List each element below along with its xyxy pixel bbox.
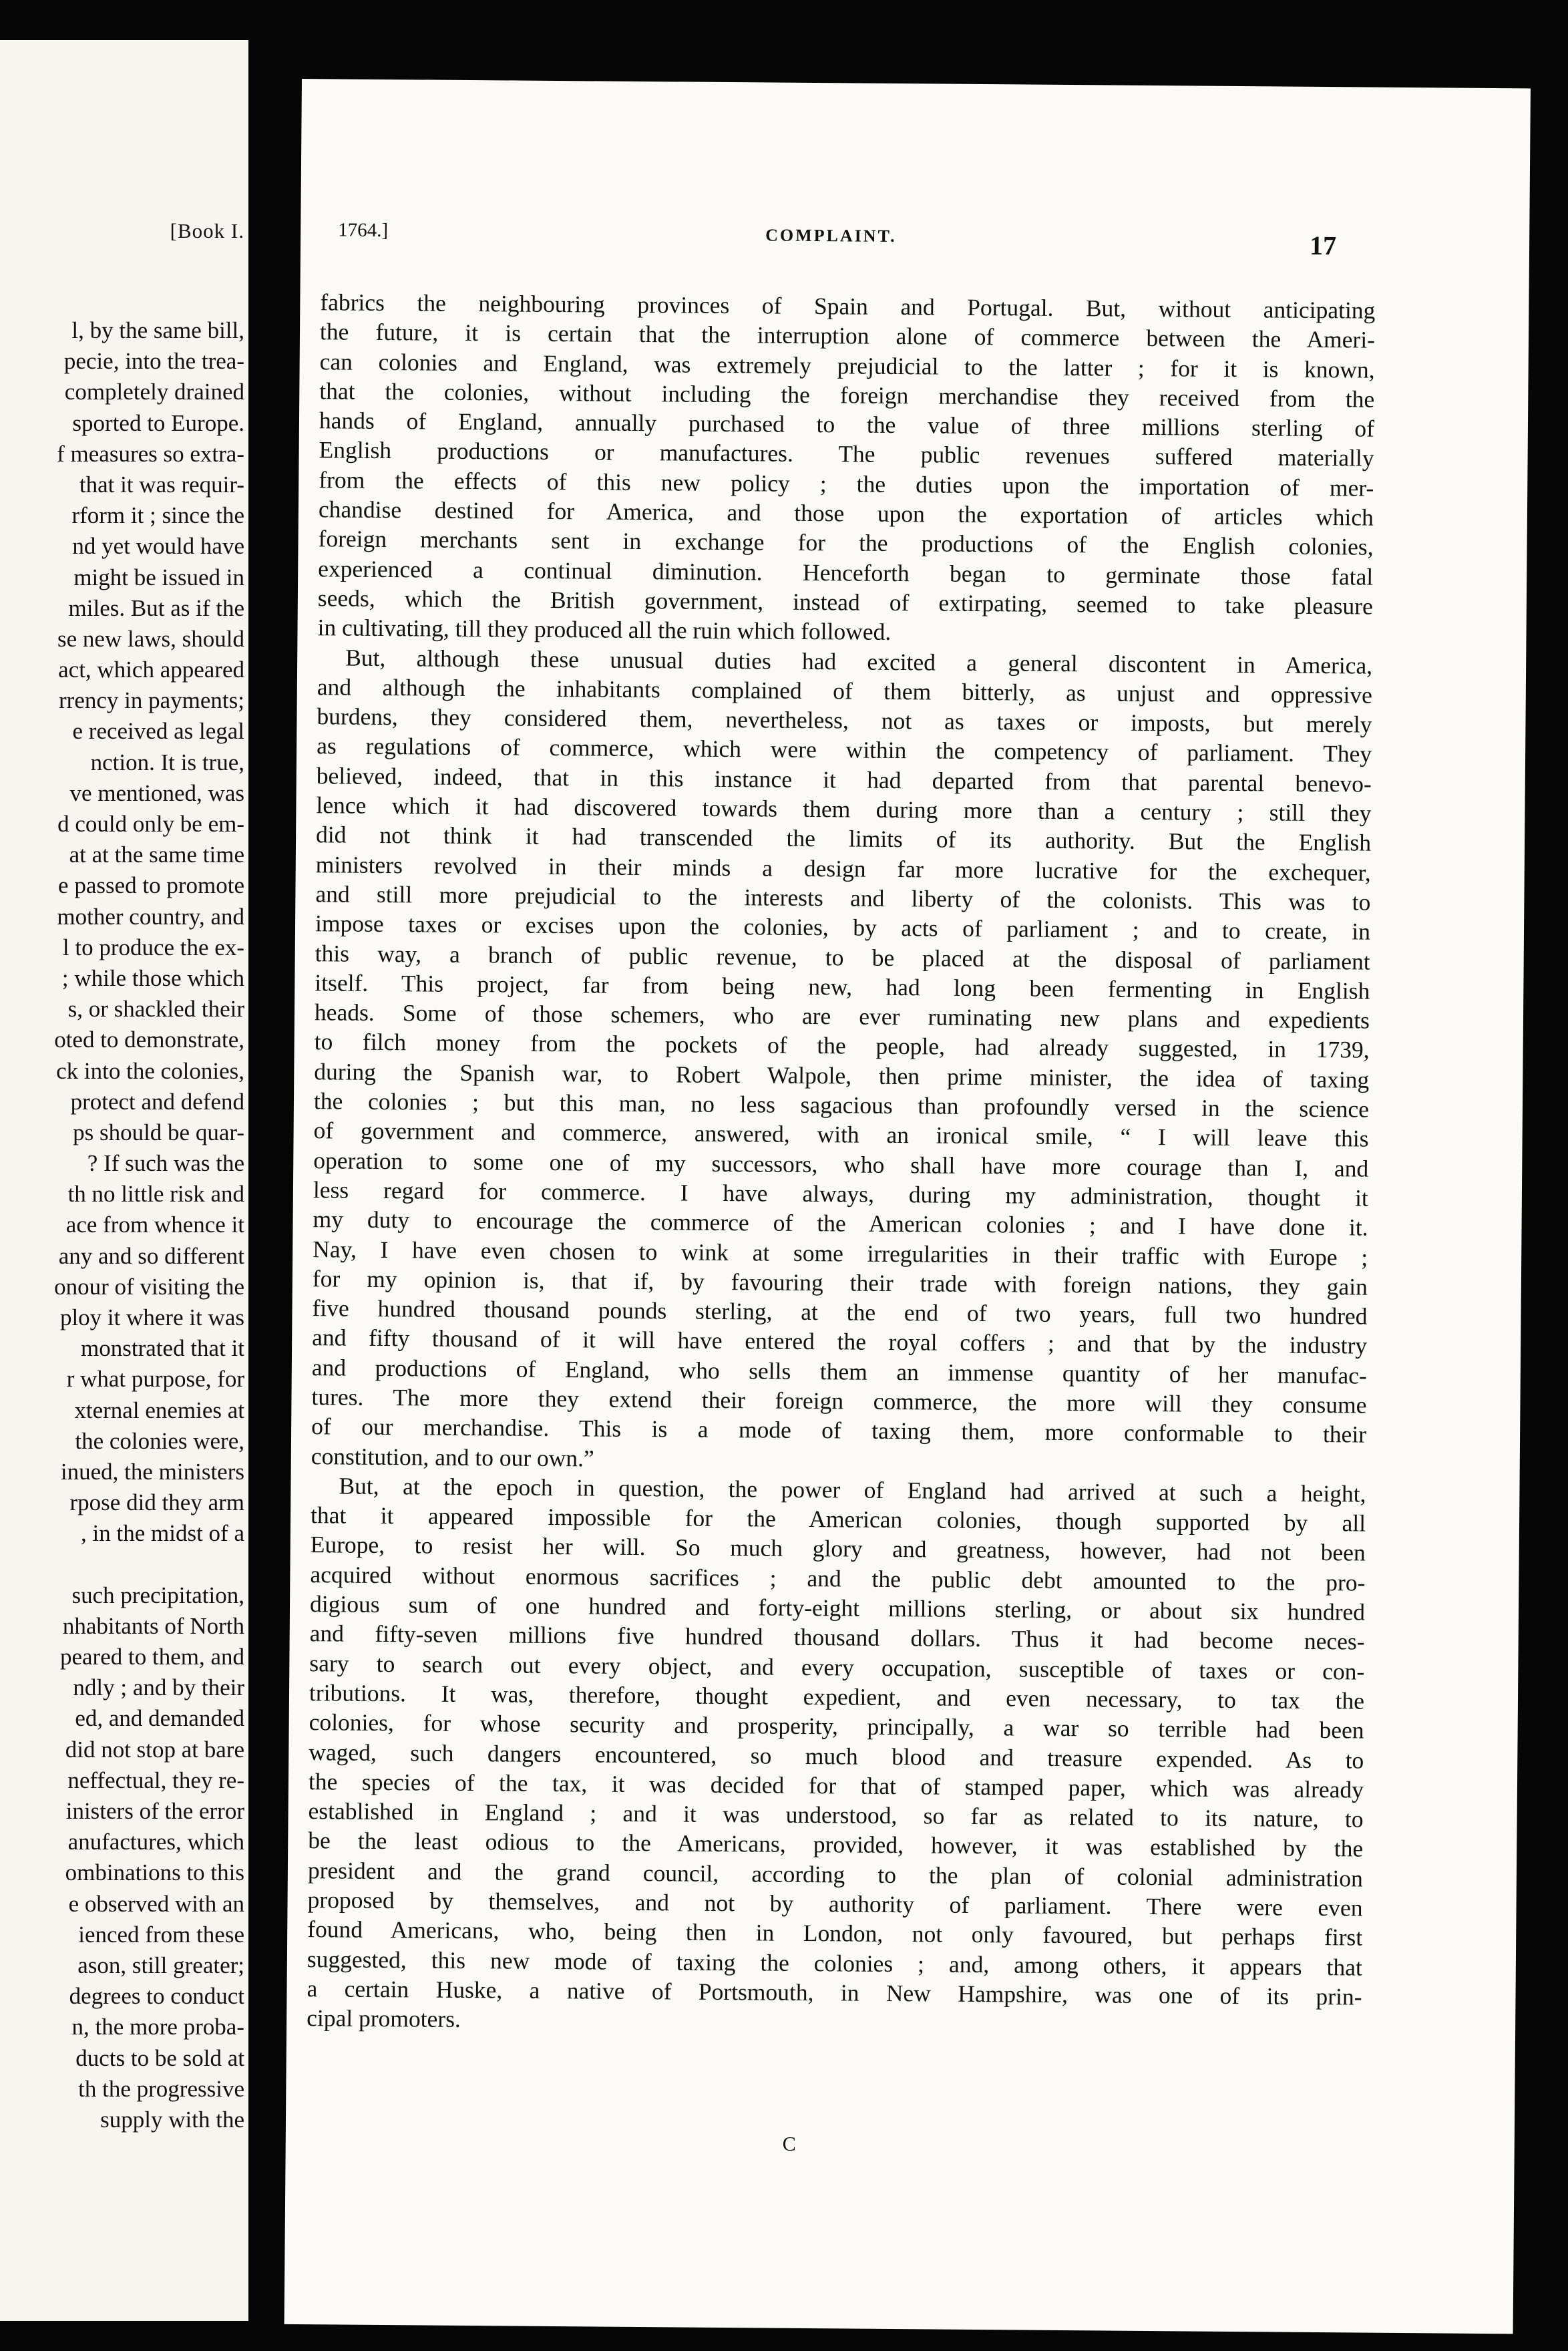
facing-page-blank-line: [0, 1550, 244, 1580]
text-line: in cultivating, till they produced all the ruin which followed.: [317, 614, 892, 646]
facing-page-line: pecie, into the trea-: [63, 348, 244, 375]
facing-page-line: inisters of the error: [65, 1798, 244, 1824]
text-line: that the colonies, without including the foreign merchandise they received from the: [319, 377, 1375, 413]
text-line: believed, indeed, that in this instance it had departed from that parental benevo-: [316, 761, 1372, 797]
facing-page-line: r what purpose, for: [66, 1366, 244, 1393]
facing-page-line: l to produce the ex-: [62, 934, 244, 960]
text-line: burdens, they considered them, nevertheless, not as taxes or imposts, but merely: [317, 703, 1372, 738]
facing-page-line: at at the same time: [69, 842, 244, 868]
text-line: Nay, I have even chosen to wink at some irregularities in their traffic with Europe ;: [313, 1235, 1368, 1271]
text-line: and fifty thousand of it will have entered the royal coffers ; and that by the industry: [312, 1324, 1368, 1359]
facing-page-line: rrency in payments;: [59, 687, 244, 714]
facing-page-line: such precipitation,: [71, 1582, 244, 1608]
text-line: hands of England, annually purchased to the value of three millions sterling of: [319, 407, 1375, 442]
text-line: president and the grand council, according to the plan of colonial administration: [307, 1856, 1364, 1892]
text-line: waged, such dangers encountered, so much blood and treasure expended. As to: [309, 1738, 1364, 1774]
running-head: [318, 219, 1343, 260]
text-line: that it appeared impossible for the American colonies, though supported by all: [310, 1501, 1366, 1537]
facing-page-line: s, or shackled their: [67, 996, 244, 1023]
facing-page-line: anufactures, which: [67, 1829, 244, 1855]
text-line: and still more prejudicial to the interests and liberty of the colonists. This was to: [315, 880, 1371, 916]
facing-page-line: ; while those which: [61, 964, 244, 991]
facing-page-line: peared to them, and: [59, 1644, 244, 1670]
facing-page-line: , in the midst of a: [81, 1520, 244, 1547]
text-line: my duty to encourage the commerce of the American colonies ; and I have done it.: [313, 1206, 1368, 1241]
facing-page-line: ducts to be sold at: [75, 2044, 244, 2071]
facing-page-running-head: [Book I.: [170, 219, 244, 242]
text-line: and productions of England, who sells them an immense quantity of her manufac-: [311, 1353, 1367, 1389]
text-line: acquired without enormous sacrifices ; and the public debt amounted to the pro-: [310, 1560, 1366, 1596]
facing-page-line: ? If such was the: [87, 1150, 244, 1177]
running-head-year: 1764.]: [338, 219, 389, 242]
facing-page-line: ombinations to this: [65, 1859, 244, 1886]
facing-page-line: mother country, and: [57, 903, 244, 930]
facing-page-line: rform it ; since the: [71, 502, 244, 529]
facing-page-line: se new laws, should: [57, 625, 244, 652]
facing-page-line: sported to Europe.: [72, 409, 244, 436]
book-page: [284, 79, 1531, 2334]
facing-page-line: ace from whence it: [65, 1212, 244, 1238]
facing-page-line: rpose did they arm: [69, 1489, 244, 1516]
text-line: tributions. It was, therefore, thought expedient, and even necessary, to tax the: [309, 1679, 1365, 1714]
text-line: ministers revolved in their minds a design far more lucrative for the exchequer,: [315, 850, 1371, 886]
text-line: But, at the epoch in question, the power of England had arrived at such a height,: [339, 1472, 1366, 1507]
facing-page-line: protect and defend: [70, 1088, 244, 1115]
facing-page: [0, 40, 248, 2321]
text-line: digious sum of one hundred and forty-eight millions sterling, or about six hundred: [309, 1590, 1366, 1626]
text-line: colonies, for whose security and prosperity, principally, a war so terrible had been: [309, 1708, 1364, 1744]
text-line: English productions or manufactures. The public revenues suffered materially: [319, 436, 1374, 472]
text-line: the colonies ; but this man, no less sagacious than profoundly versed in the science: [313, 1087, 1370, 1123]
text-line: impose taxes or excises upon the colonies, by acts of parliament ; and to create, in: [315, 910, 1371, 945]
facing-page-line: nction. It is true,: [90, 749, 244, 775]
text-line: itself. This project, far from being new, had long been fermenting in English: [315, 969, 1370, 1005]
facing-page-line: d could only be em-: [57, 811, 244, 837]
text-line: from the effects of this new policy ; the duties upon the importation of mer-: [319, 466, 1374, 502]
facing-page-line: might be issued in: [73, 564, 244, 590]
facing-page-line: th the progressive: [78, 2075, 244, 2102]
text-line: experienced a continual diminution. Henceforth began to germinate those fatal: [318, 554, 1374, 590]
text-line: five hundred thousand pounds sterling, at the end of two years, full two hundred: [312, 1294, 1368, 1330]
text-line: operation to some one of my successors, who shall have more courage than I, and: [313, 1146, 1369, 1182]
facing-page-line: ploy it where it was: [59, 1304, 244, 1330]
text-line: and fifty-seven millions five hundred thousand dollars. Thus it had become neces-: [309, 1620, 1365, 1655]
text-line: chandise destined for America, and those upon the exportation of articles which: [318, 496, 1374, 531]
text-line: constitution, and to our own.”: [311, 1442, 594, 1472]
facing-page-line: did not stop at bare: [65, 1736, 244, 1763]
text-line: less regard for commerce. I have always, during my administration, thought it: [313, 1176, 1369, 1212]
facing-page-line: e observed with an: [68, 1890, 244, 1917]
text-line: proposed by themselves, and not by authority of parliament. There were even: [307, 1886, 1363, 1922]
text-line: the future, it is certain that the interruption alone of commerce between the Ameri-: [319, 318, 1376, 353]
facing-page-line: ed, and demanded: [75, 1705, 244, 1732]
facing-page-line: miles. But as if the: [68, 594, 244, 621]
facing-page-line: onour of visiting the: [54, 1273, 244, 1300]
text-line: did not think it had transcended the limits of its authority. But the English: [315, 821, 1372, 856]
facing-page-line: ve mentioned, was: [69, 779, 244, 806]
text-line: foreign merchants sent in exchange for the productions of the English colonies,: [318, 525, 1374, 560]
text-line: seeds, which the British government, instead of extirpating, seemed to take pleasure: [317, 584, 1374, 620]
facing-page-line: that it was requir-: [79, 471, 244, 498]
text-line: for my opinion is, that if, by favouring their trade with foreign nations, they gain: [312, 1264, 1368, 1300]
text-line: of government and commerce, answered, with an ironical smile, “ I will leave this: [313, 1117, 1369, 1152]
text-line: the species of the tax, it was decided for that of stamped paper, which was already: [308, 1768, 1364, 1803]
signature-mark: C: [782, 2133, 796, 2155]
facing-page-line: monstrated that it: [81, 1335, 244, 1362]
facing-page-line: oted to demonstrate,: [54, 1027, 244, 1053]
page-number: 17: [1309, 230, 1337, 261]
facing-page-line: supply with the: [100, 2106, 244, 2133]
text-line: of our merchandise. This is a mode of taxing them, more conformable to their: [311, 1413, 1367, 1448]
facing-page-text: [0, 315, 244, 2135]
text-line: a certain Huske, a native of Portsmouth, in New Hampshire, was one of its prin-: [307, 1975, 1362, 2010]
text-line: this way, a branch of public revenue, to be placed at the disposal of parliament: [315, 939, 1370, 975]
text-line: lence which it had discovered towards them during more than a century ; still they: [316, 791, 1372, 827]
text-line: sary to search out every object, and every occupation, susceptible of taxes or con-: [309, 1649, 1365, 1685]
facing-page-line: nd yet would have: [72, 533, 244, 560]
text-line: heads. Some of those schemers, who are ever ruminating new plans and expedients: [314, 999, 1370, 1034]
text-line: to filch money from the pockets of the people, had already suggested, in 1739,: [314, 1028, 1370, 1064]
facing-page-line: th no little risk and: [67, 1181, 244, 1208]
facing-page-line: f measures so extra-: [57, 440, 244, 467]
facing-page-line: ck into the colonies,: [56, 1057, 244, 1084]
text-line: cipal promoters.: [307, 2004, 461, 2033]
text-line: Europe, to resist her will. So much glory and greatness, however, had not been: [310, 1531, 1366, 1567]
text-line: tures. The more they extend their foreign commerce, the more will they consume: [311, 1383, 1367, 1419]
facing-page-line: n, the more proba-: [71, 2014, 244, 2040]
facing-page-line: completely drained: [64, 379, 244, 405]
facing-page-line: act, which appeared: [58, 657, 244, 683]
facing-page-line: the colonies were,: [75, 1427, 244, 1454]
facing-page-line: any and so different: [58, 1242, 244, 1269]
facing-page-line: ienced from these: [78, 1921, 244, 1948]
text-line: established in England ; and it was understood, so far as related to its nature, to: [308, 1797, 1364, 1833]
facing-page-line: neffectual, they re-: [67, 1767, 244, 1793]
facing-page-line: l, by the same bill,: [71, 317, 244, 343]
text-line: found Americans, who, being then in London, not only favoured, but perhaps first: [307, 1916, 1363, 1951]
running-head-title: COMPLAINT.: [765, 225, 897, 246]
text-line: fabrics the neighbouring provinces of Spain and Portugal. But, without anticipating: [320, 289, 1376, 324]
facing-page-line: e passed to promote: [58, 872, 244, 899]
facing-page-line: ason, still greater;: [77, 1952, 244, 1978]
text-line: during the Spanish war, to Robert Walpole, then prime minister, the idea of taxing: [314, 1057, 1370, 1093]
text-line: suggested, this new mode of taxing the colonies ; and, among others, it appears that: [307, 1945, 1363, 1981]
text-line: and although the inhabitants complained of them bitterly, as unjust and oppressive: [317, 673, 1372, 709]
facing-page-line: ps should be quar-: [73, 1119, 244, 1145]
facing-page-line: degrees to conduct: [69, 1983, 244, 2010]
text-line: be the least odious to the Americans, provided, however, it was established by the: [308, 1827, 1364, 1863]
text-line: can colonies and England, was extremely prejudicial to the latter ; for it is known,: [319, 347, 1375, 383]
body-text: [307, 287, 1375, 2041]
facing-page-line: inued, the ministers: [60, 1458, 244, 1485]
facing-page-line: nhabitants of North: [62, 1612, 244, 1639]
facing-page-line: xternal enemies at: [74, 1397, 244, 1423]
text-line: as regulations of commerce, which were within the competency of parliament. They: [317, 732, 1372, 768]
text-line: But, although these unusual duties had excited a general discontent in America,: [345, 644, 1373, 679]
facing-page-line: e received as legal: [72, 718, 244, 745]
facing-page-line: ndly ; and by their: [73, 1674, 244, 1701]
